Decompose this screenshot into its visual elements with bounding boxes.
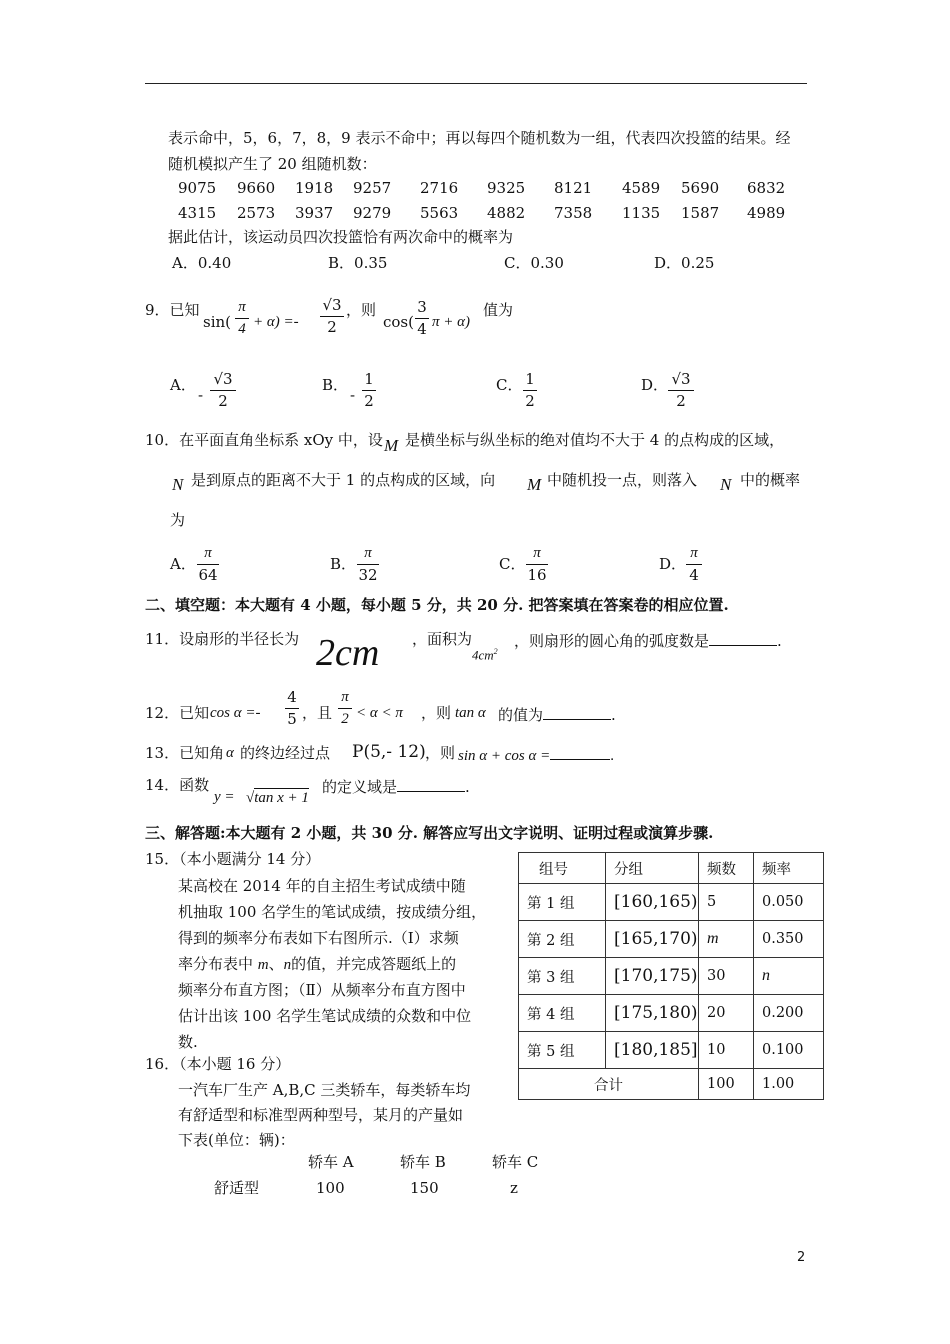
- rand-num: 2573: [237, 204, 276, 222]
- q12-ineq: < α < π: [356, 705, 403, 721]
- table-header-cell: 频数: [699, 853, 754, 884]
- q14-radicand: tan x + 1: [254, 790, 309, 806]
- q10-line1b: 是横坐标与纵坐标的绝对值均不大于 4 的点构成的区域，: [405, 431, 785, 449]
- q10-d-frac: [686, 546, 702, 583]
- q11-text2: ，面积为: [412, 630, 473, 648]
- q9-plus-alpha: + α) =-: [253, 314, 299, 330]
- q13-text1: 13．已知角: [145, 744, 225, 762]
- table-cell: 10: [699, 1032, 754, 1069]
- q9-then: ，则: [346, 301, 377, 319]
- q11-text3-label: ，则扇形的圆心角的弧度数是: [514, 632, 710, 650]
- rand-num: 9075: [178, 179, 217, 197]
- q14-text2: [322, 778, 470, 795]
- rand-num: 1135: [622, 204, 661, 222]
- q9-frac-den: 2: [676, 392, 686, 410]
- q12-frac-den: 5: [287, 710, 297, 728]
- q16-col-header: 轿车 A: [308, 1153, 354, 1171]
- q14-y: y =: [214, 789, 235, 805]
- q9-pi-alpha: π + α): [432, 314, 471, 330]
- q9-frac-num: √3: [671, 370, 691, 388]
- q9-frac-num: √3: [213, 370, 233, 388]
- q9-frac-den: 4: [238, 321, 246, 337]
- table-cell: 100: [699, 1069, 754, 1100]
- q16-heading: 16．（本小题 16 分）: [145, 1055, 291, 1073]
- q12-tan: tan α: [455, 705, 486, 721]
- q9-frac-num: 1: [525, 370, 535, 388]
- q13-expr: [458, 746, 614, 764]
- table-cell: 第 2 组: [519, 921, 606, 958]
- q15-m: m: [257, 957, 269, 973]
- table-total-row: [519, 1069, 824, 1100]
- q12-text4-label: 的值为: [498, 706, 544, 724]
- q9-number: 9．已知: [145, 301, 200, 319]
- q10-option-c: C．: [499, 555, 526, 573]
- table-cell: 20: [699, 995, 754, 1032]
- q9-frac-den: 2: [218, 392, 228, 410]
- q15-line3: 得到的频率分布表如下右图所示.（Ⅰ）求频: [178, 929, 459, 947]
- section-2-heading: 二、填空题：本大题有 4 小题，每小题 5 分，共 20 分. 把答案填在答案卷的相应位置.: [145, 596, 729, 614]
- table-row: [519, 995, 824, 1032]
- q9-frac-den: 2: [525, 392, 535, 410]
- q10-frac-den: 4: [689, 566, 699, 584]
- q9-frac-den: 4: [417, 320, 427, 338]
- q15-line7: 数.: [178, 1033, 198, 1051]
- table-header-cell: 分组: [606, 853, 699, 884]
- table-cell: 第 1 组: [519, 884, 606, 921]
- q10-frac-num: π: [533, 545, 541, 561]
- q14-end: .: [465, 778, 470, 796]
- table-row: [519, 884, 824, 921]
- q11-end: .: [777, 632, 782, 650]
- q9-frac-pi-4: [235, 300, 249, 337]
- q12-text3: ，则: [421, 704, 452, 722]
- q15-heading: 15．（本小题满分 14 分）: [145, 850, 321, 868]
- q10-frac-num: π: [364, 545, 372, 561]
- q15-line4-a: 率分布表中: [178, 955, 254, 973]
- q10-M2: M: [527, 475, 542, 494]
- q12-frac-num: π: [341, 689, 349, 705]
- table-cell: [180,185]: [606, 1032, 699, 1069]
- q10-N2: N: [720, 475, 732, 494]
- table-cell: [160,165): [606, 884, 699, 921]
- header-rule: [145, 83, 807, 84]
- q16-cell: 100: [316, 1179, 345, 1197]
- rand-num: 9660: [237, 179, 276, 197]
- table-cell: 第 3 组: [519, 958, 606, 995]
- q10-c-frac: [526, 546, 548, 583]
- q9-frac-num: √3: [322, 296, 342, 314]
- table-cell: 1.00: [754, 1069, 824, 1100]
- q9-b-frac: [362, 372, 376, 409]
- q8-line2: 随机模拟产生了 20 组随机数：: [168, 155, 377, 173]
- q13-alpha: α: [226, 745, 234, 761]
- q9-d-frac: [668, 372, 694, 409]
- q12-text1: 12．已知: [145, 704, 210, 722]
- table-header-cell: 频率: [754, 853, 824, 884]
- q9-cos: cos(: [383, 313, 414, 331]
- table-cell: n: [754, 958, 824, 995]
- q11-area-sup: 2: [493, 647, 498, 656]
- rand-num: 3937: [295, 204, 334, 222]
- q9-option-c: C．: [496, 376, 523, 394]
- q16-col-header: 轿车 B: [400, 1153, 446, 1171]
- rand-num: 4989: [747, 204, 786, 222]
- q15-line4-b: 的值，并完成答题纸上的: [291, 955, 457, 973]
- q13-expr-text: sin α + cos α =: [458, 748, 551, 764]
- table-cell: 5: [699, 884, 754, 921]
- q10-N: N: [172, 475, 184, 494]
- q12-end: .: [611, 706, 616, 724]
- q10-frac-den: 32: [358, 566, 378, 584]
- q10-frac-den: 64: [198, 566, 218, 584]
- q11-answer-blank[interactable]: [709, 632, 777, 646]
- rand-num: 5690: [681, 179, 720, 197]
- q16-col-header: 轿车 C: [492, 1153, 539, 1171]
- q12-frac-4-5: [285, 690, 299, 727]
- q13-text3: ，则: [425, 744, 456, 762]
- rand-num: 5563: [420, 204, 459, 222]
- q9-neg-b: -: [350, 386, 356, 404]
- rand-num: 4589: [622, 179, 661, 197]
- q10-option-b: B．: [330, 555, 357, 573]
- q9-frac-sqrt3-2: [320, 298, 344, 335]
- q16-row-label: 舒适型: [214, 1179, 260, 1197]
- q10-line2c: 中的概率: [740, 471, 801, 489]
- q12-frac-num: 4: [287, 688, 297, 706]
- table-cell: [175,180): [606, 995, 699, 1032]
- rand-num: 4315: [178, 204, 217, 222]
- q13-answer-blank[interactable]: [550, 746, 610, 760]
- q9-c-frac: [523, 372, 537, 409]
- q10-option-a: A．: [170, 555, 196, 573]
- q12-text2: ，且: [302, 704, 333, 722]
- rand-num: 9257: [353, 179, 392, 197]
- q10-line2b: 中随机投一点，则落入: [547, 471, 698, 489]
- page-number: 2: [797, 1250, 806, 1265]
- q11-radius: 2cm: [316, 632, 380, 674]
- q13-point: P(5,- 12): [352, 742, 426, 762]
- table-row: [519, 1032, 824, 1069]
- q8-option-a: A．0.40: [172, 254, 232, 272]
- q11-area-text: 4cm: [472, 647, 494, 663]
- q15-line6: 估计出该 100 名学生笔试成绩的众数和中位: [178, 1007, 472, 1025]
- q9-sin: sin(: [203, 313, 232, 331]
- table-row: [519, 958, 824, 995]
- rand-num: 9279: [353, 204, 392, 222]
- q10-option-d: D．: [659, 555, 687, 573]
- q11-area: [472, 648, 498, 661]
- table-cell: [165,170): [606, 921, 699, 958]
- rand-num: 9325: [487, 179, 526, 197]
- q10-a-frac: [197, 546, 219, 583]
- q10-line3: 为: [170, 511, 186, 529]
- q9-option-d: D．: [641, 376, 669, 394]
- q16-cell: z: [510, 1179, 518, 1197]
- q14-radical: √tan x + 1: [246, 790, 309, 806]
- q8-option-b: B．0.35: [328, 254, 388, 272]
- q9-frac-num: π: [238, 299, 246, 315]
- q15-line1: 某高校在 2014 年的自主招生考试成绩中随: [178, 877, 466, 895]
- q9-frac-num: 1: [364, 370, 374, 388]
- q15-n: n: [283, 957, 292, 973]
- rand-num: 1918: [295, 179, 334, 197]
- q12-answer-blank[interactable]: [543, 706, 611, 720]
- q14-text2-label: 的定义域是: [322, 778, 398, 796]
- q9-frac-3-4: [415, 300, 429, 337]
- q15-sep: 、: [268, 955, 284, 973]
- q16-cell: 150: [410, 1179, 439, 1197]
- rand-num: 6832: [747, 179, 786, 197]
- q9-neg-a: -: [198, 386, 204, 404]
- table-cell: 0.200: [754, 995, 824, 1032]
- table-header-row: [519, 853, 824, 884]
- q9-option-b: B．: [322, 376, 349, 394]
- table-row: [519, 921, 824, 958]
- q14-answer-blank[interactable]: [397, 778, 465, 792]
- q16-line1: 一汽车厂生产 A,B,C 三类轿车，每类轿车均: [178, 1081, 471, 1099]
- q10-b-frac: [357, 546, 379, 583]
- q9-frac-den: 2: [327, 318, 337, 336]
- table-cell: 第 4 组: [519, 995, 606, 1032]
- q10-frac-num: π: [690, 545, 698, 561]
- q8-option-d: D．0.25: [654, 254, 715, 272]
- q9-tail: 值为: [483, 301, 514, 319]
- rand-num: 8121: [554, 179, 593, 197]
- q10-frac-den: 16: [527, 566, 547, 584]
- rand-num: 2716: [420, 179, 459, 197]
- q8-option-c: C．0.30: [504, 254, 564, 272]
- q12-frac-pi-2: [338, 690, 352, 727]
- q10-M: M: [384, 436, 399, 455]
- q9-a-frac: [210, 372, 236, 409]
- table-cell: [170,175): [606, 958, 699, 995]
- q10-line1a: 10．在平面直角坐标系 xOy 中，设: [145, 431, 383, 449]
- table-header-cell: 组号: [519, 853, 606, 884]
- q12-cos: cos α =-: [210, 705, 261, 721]
- table-cell: 合计: [519, 1069, 699, 1100]
- q13-text2: 的终边经过点: [240, 744, 331, 762]
- q12-text4: [498, 706, 616, 723]
- q16-line3: 下表(单位：辆)：: [178, 1131, 295, 1149]
- q15-line4: [178, 957, 456, 973]
- table-cell: 第 5 组: [519, 1032, 606, 1069]
- q16-line2: 有舒适型和标准型两种型号，某月的产量如: [178, 1106, 464, 1124]
- q9-frac-num: 3: [417, 298, 427, 316]
- q11-text3: [514, 632, 782, 649]
- q9-frac-den: 2: [364, 392, 374, 410]
- q13-end: .: [610, 748, 614, 764]
- rand-num: 4882: [487, 204, 526, 222]
- q12-frac-den: 2: [341, 711, 349, 727]
- rand-num: 1587: [681, 204, 720, 222]
- q15-line5: 频率分布直方图；（Ⅱ）从频率分布直方图中: [178, 981, 466, 999]
- table-cell: 30: [699, 958, 754, 995]
- frequency-table: [518, 852, 824, 1100]
- q11-text1: 11．设扇形的半径长为: [145, 630, 300, 648]
- table-cell: m: [699, 921, 754, 958]
- q8-ask: 据此估计，该运动员四次投篮恰有两次命中的概率为: [168, 228, 514, 246]
- table-cell: 0.050: [754, 884, 824, 921]
- q10-frac-num: π: [204, 545, 212, 561]
- table-cell: 0.350: [754, 921, 824, 958]
- rand-num: 7358: [554, 204, 593, 222]
- q9-option-a: A．: [170, 376, 196, 394]
- section-3-heading: 三、解答题:本大题有 2 小题，共 30 分. 解答应写出文字说明、证明过程或演算步骤.: [145, 824, 714, 842]
- q15-line2: 机抽取 100 名学生的笔试成绩，按成绩分组，: [178, 903, 487, 921]
- q14-text1: 14．函数: [145, 776, 210, 794]
- q8-line1: 表示命中，5，6，7，8，9 表示不命中；再以每四个随机数为一组，代表四次投篮的结果。经: [168, 129, 791, 147]
- table-cell: 0.100: [754, 1032, 824, 1069]
- q10-line2a: 是到原点的距离不大于 1 的点构成的区域，向: [191, 471, 496, 489]
